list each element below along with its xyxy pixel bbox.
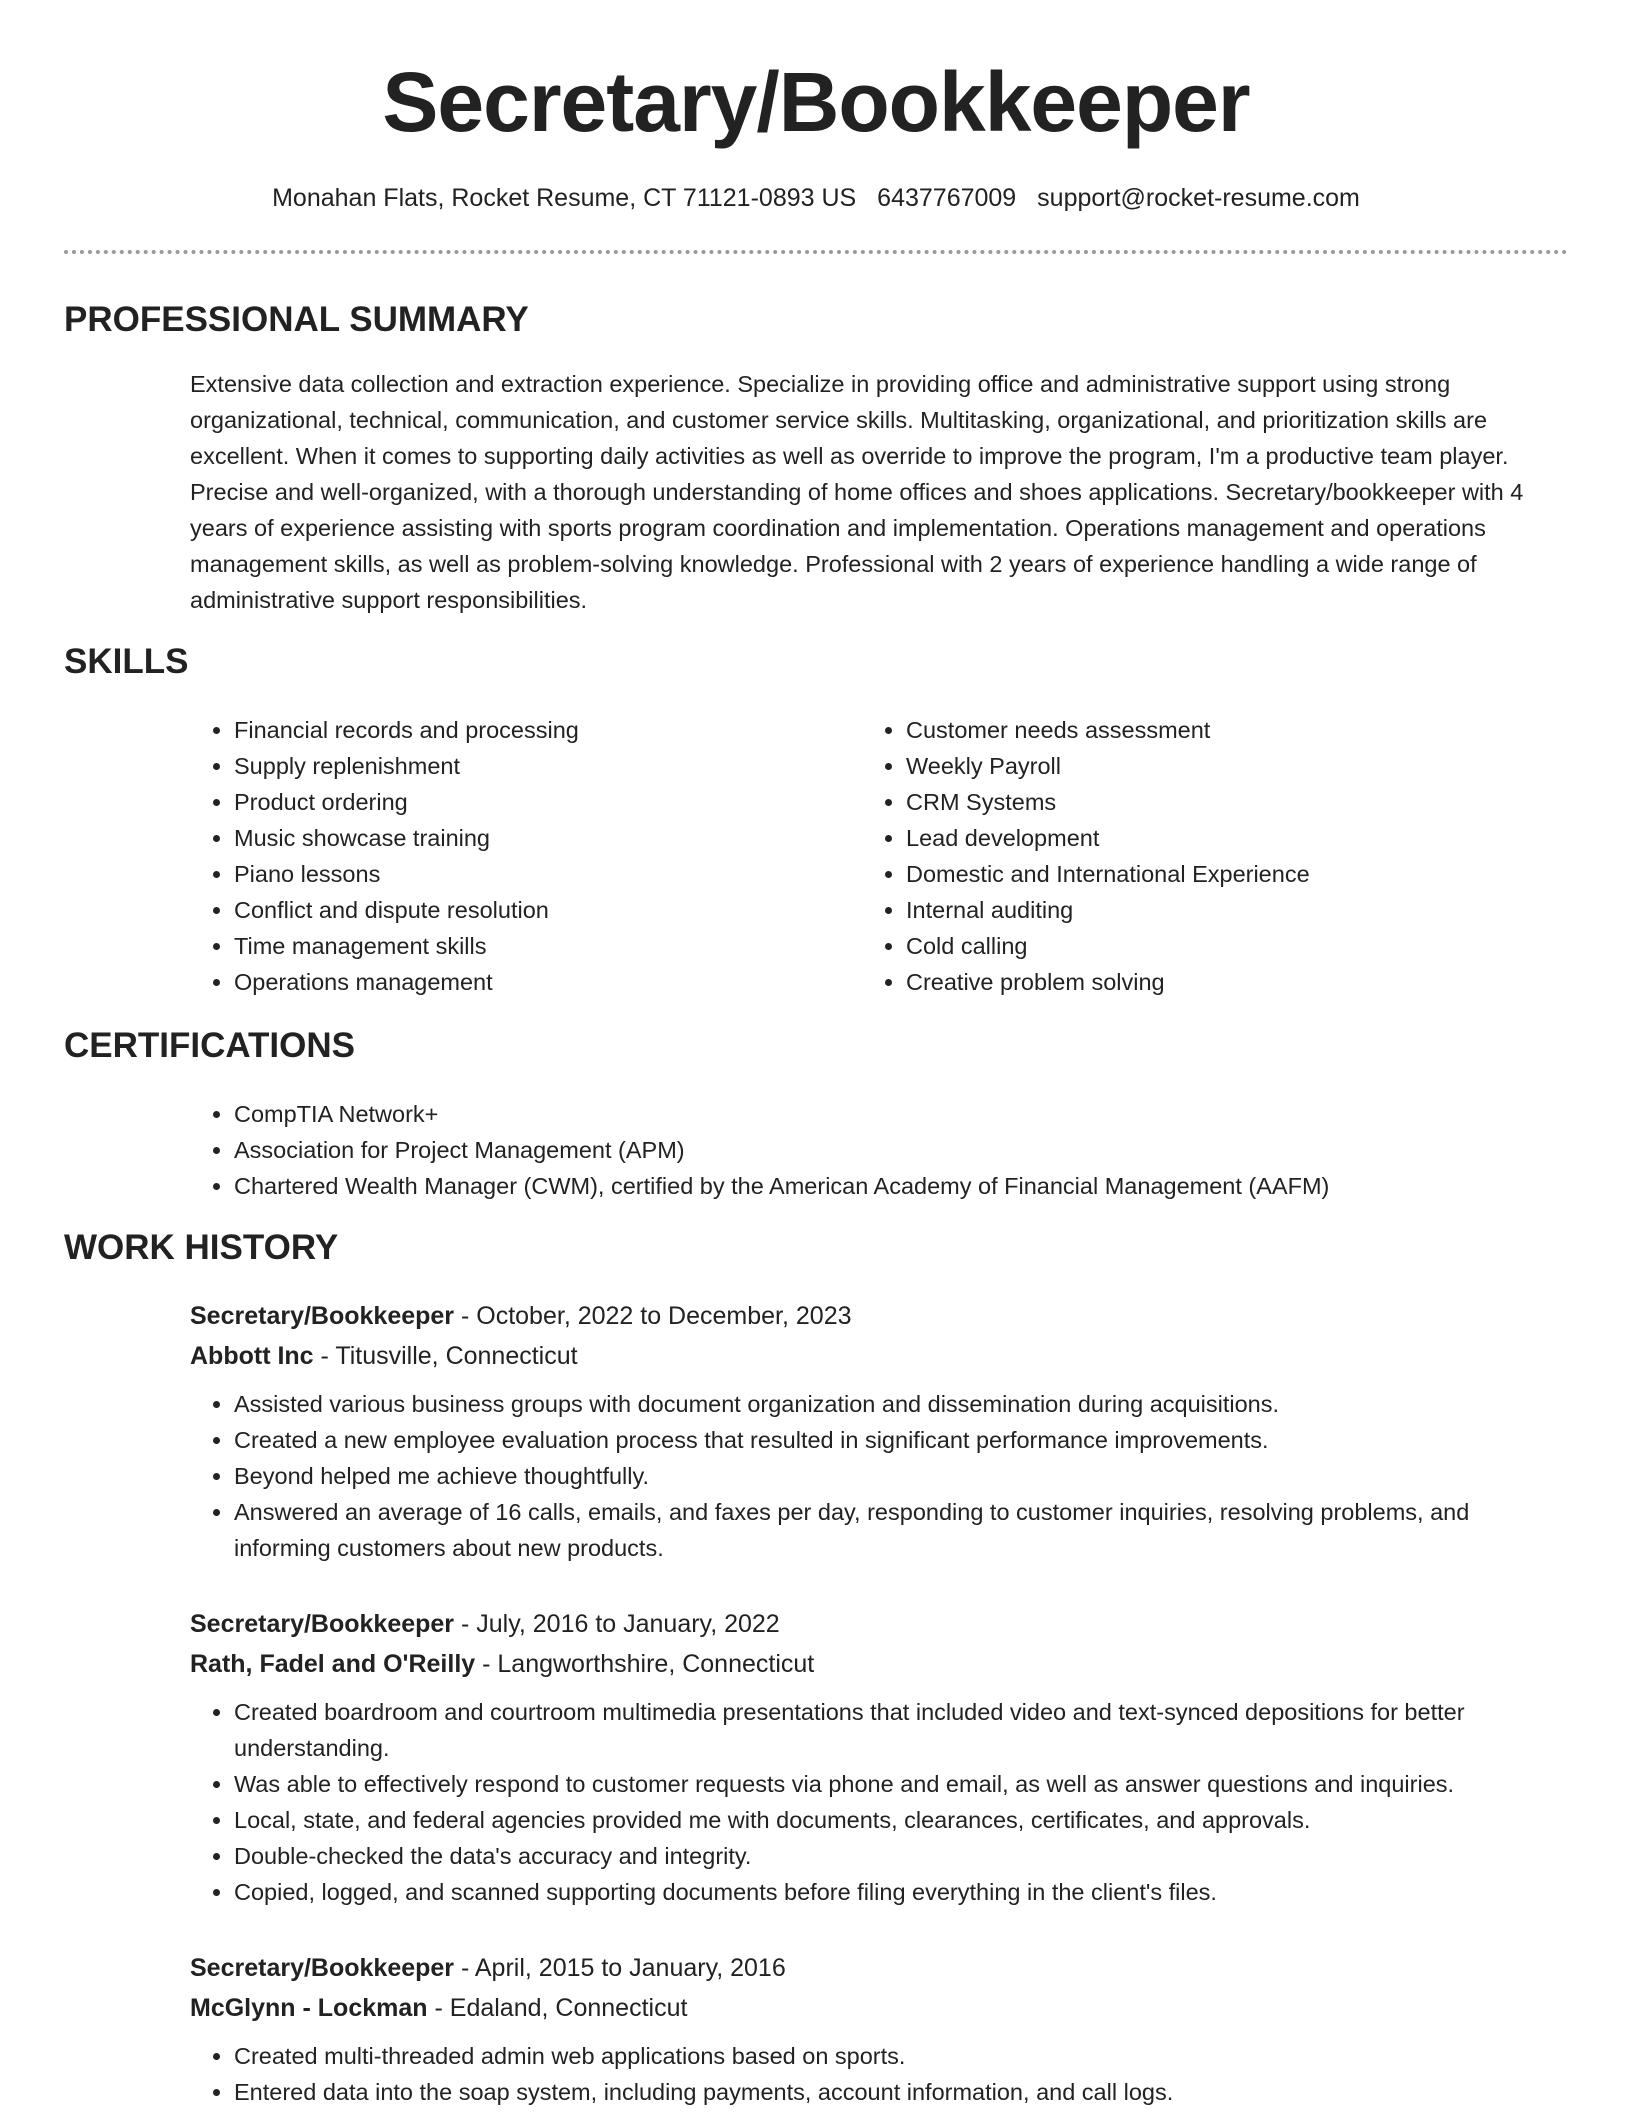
job-company: Abbott Inc	[190, 1342, 314, 1370]
job-bullet: • Assisted various business groups with document organization and dissemination during acquisitions.	[234, 1386, 1570, 1422]
job-entry	[190, 1296, 1570, 1566]
contact-phone: 6437767009	[877, 184, 1017, 212]
job-bullet: • Created a new employee evaluation process that resulted in significant performance improvements.	[234, 1422, 1570, 1458]
job-company-line	[190, 1336, 1570, 1376]
job-title-line	[190, 1296, 1570, 1336]
job-dates: - July, 2016 to January, 2022	[454, 1610, 780, 1638]
certifications-list	[190, 1096, 1570, 1204]
skills-column-left	[190, 712, 850, 1000]
job-entry	[190, 1948, 1570, 2110]
job-title: Secretary/Bookkeeper	[190, 1954, 455, 1982]
resume-name: Secretary/Bookkeeper	[382, 55, 1250, 149]
job-bullet: • Entered data into the soap system, including payments, account information, and call logs.	[234, 2074, 1570, 2110]
job-location: - Langworthshire, Connecticut	[475, 1650, 815, 1678]
certifications-list-wrap	[190, 1096, 1570, 1204]
skills-list-left	[190, 712, 850, 1000]
contact-line	[0, 180, 1632, 216]
job-bullets	[190, 1386, 1570, 1566]
job-bullet: • Created multi-threaded admin web applications based on sports.	[234, 2038, 1570, 2074]
certification-item: • Chartered Wealth Manager (CWM), certified by the American Academy of Financial Management (AAFM)	[234, 1168, 1570, 1204]
skill-item: • CRM Systems	[906, 784, 1522, 820]
skill-item: • Piano lessons	[234, 856, 850, 892]
job-dates: - April, 2015 to January, 2016	[454, 1954, 786, 1982]
skill-item: • Customer needs assessment	[906, 712, 1522, 748]
job-bullet: • Answered an average of 16 calls, emails, and faxes per day, responding to customer inquiries, resolving problems, and informing customers about new products.	[234, 1494, 1570, 1566]
skill-item: • Music showcase training	[234, 820, 850, 856]
skills-column-right	[862, 712, 1522, 1000]
skill-item: • Creative problem solving	[906, 964, 1522, 1000]
contact-email: support@rocket-resume.com	[1037, 184, 1360, 212]
job-company-line	[190, 1644, 1570, 1684]
certification-item: • Association for Project Management (APM)	[234, 1132, 1570, 1168]
job-bullet: • Local, state, and federal agencies provided me with documents, clearances, certificates, and approvals.	[234, 1802, 1570, 1838]
skills-heading: SKILLS	[64, 642, 189, 681]
job-bullet: • Created boardroom and courtroom multimedia presentations that included video and text-synced depositions for better understanding.	[234, 1694, 1570, 1766]
job-bullet: • Was able to effectively respond to customer requests via phone and email, as well as answer questions and inquiries.	[234, 1766, 1570, 1802]
job-location: - Titusville, Connecticut	[313, 1342, 578, 1370]
skill-item: • Lead development	[906, 820, 1522, 856]
job-dates: - October, 2022 to December, 2023	[454, 1302, 852, 1330]
contact-address: Monahan Flats, Rocket Resume, CT 71121-0893 US	[272, 184, 857, 212]
summary-heading: PROFESSIONAL SUMMARY	[64, 300, 529, 339]
job-company: Rath, Fadel and O'Reilly	[190, 1650, 476, 1678]
skill-item: • Cold calling	[906, 928, 1522, 964]
certification-item: • CompTIA Network+	[234, 1096, 1570, 1132]
job-title: Secretary/Bookkeeper	[190, 1302, 455, 1330]
job-bullets	[190, 2038, 1570, 2110]
skill-item: • Weekly Payroll	[906, 748, 1522, 784]
skill-item: • Conflict and dispute resolution	[234, 892, 850, 928]
job-bullet: • Double-checked the data's accuracy and integrity.	[234, 1838, 1570, 1874]
job-location: - Edaland, Connecticut	[427, 1994, 688, 2022]
work-history-heading: WORK HISTORY	[64, 1228, 339, 1267]
certifications-heading: CERTIFICATIONS	[64, 1026, 356, 1065]
job-bullet: • Copied, logged, and scanned supporting documents before filing everything in the client's files.	[234, 1874, 1570, 1910]
job-bullet: • Beyond helped me achieve thoughtfully.	[234, 1458, 1570, 1494]
job-bullets	[190, 1694, 1570, 1910]
job-title-line	[190, 1604, 1570, 1644]
header-divider	[64, 250, 1568, 254]
summary-text: Extensive data collection and extraction experience. Specialize in providing office and administrative support using strong organizational, technical, communication, and customer service skills. Multitasking, organizational, and prioritization skills are excellent. When it comes to supporting daily activities as well as override to improve the program, I'm a productive team player. Precise and well-organized, with a thorough understanding of home offices and shoes applications. Secretary/bookkeeper with 4 years of experience assisting with sports program coordination and implementation. Operations management and operations management skills, as well as problem-solving knowledge. Professional with 2 years of experience handling a wide range of administrative support responsibilities.	[190, 371, 1524, 613]
skill-item: • Operations management	[234, 964, 850, 1000]
skill-item: • Financial records and processing	[234, 712, 850, 748]
skill-item: • Internal auditing	[906, 892, 1522, 928]
skill-item: • Supply replenishment	[234, 748, 850, 784]
job-title: Secretary/Bookkeeper	[190, 1610, 455, 1638]
skill-item: • Product ordering	[234, 784, 850, 820]
job-entry	[190, 1604, 1570, 1910]
skills-list-right	[862, 712, 1522, 1000]
job-company: McGlynn - Lockman	[190, 1994, 428, 2022]
job-company-line	[190, 1988, 1570, 2028]
skill-item: • Domestic and International Experience	[906, 856, 1522, 892]
job-title-line	[190, 1948, 1570, 1988]
skill-item: • Time management skills	[234, 928, 850, 964]
